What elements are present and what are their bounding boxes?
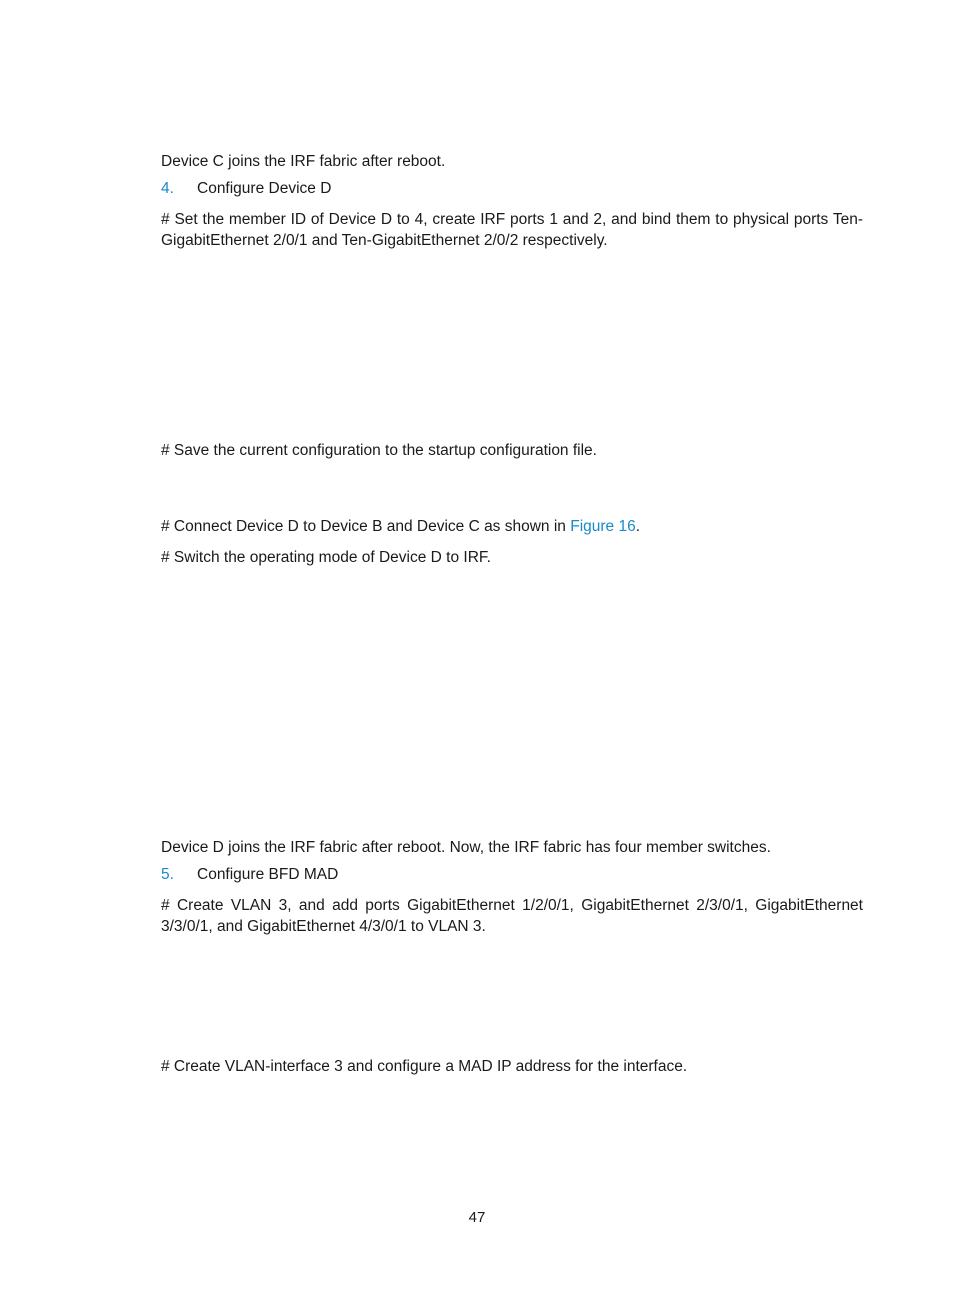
step-4-label: Configure Device D [197, 180, 332, 197]
paragraph-create-vlan3: # Create VLAN 3, and add ports GigabitEthernet 1/2/0/1, GigabitEthernet 2/3/0/1, GigabitEthernet 3/3/0/1, and GigabitEthernet 4/3/0/1 to VLAN 3. [161, 897, 863, 935]
page-number: 47 [468, 1209, 486, 1226]
figure-16-link[interactable]: Figure 16 [570, 518, 636, 535]
paragraph-set-member-id: # Set the member ID of Device D to 4, create IRF ports 1 and 2, and bind them to physical ports Ten-GigabitEthernet 2/0/1 and Ten-GigabitEthernet 2/0/2 respectively. [161, 211, 863, 249]
paragraph-switch-mode: # Switch the operating mode of Device D to IRF. [161, 549, 491, 566]
step-5 [161, 864, 338, 885]
paragraph-save-config: # Save the current configuration to the startup configuration file. [161, 442, 597, 459]
connect-text: # Connect Device D to Device B and Device C as shown in [161, 518, 571, 535]
step-5-label: Configure BFD MAD [197, 866, 339, 883]
paragraph-device-c-joins: Device C joins the IRF fabric after reboot. [161, 153, 446, 170]
connect-suffix: . [635, 518, 641, 535]
step-5-number: 5. [161, 866, 174, 883]
paragraph-connect-device-d [161, 516, 863, 537]
step-4-number: 4. [161, 180, 174, 197]
step-4 [161, 178, 331, 199]
paragraph-device-d-joins: Device D joins the IRF fabric after reboot. Now, the IRF fabric has four member switches. [161, 839, 771, 856]
paragraph-create-vlan-interface: # Create VLAN-interface 3 and configure a MAD IP address for the interface. [161, 1058, 688, 1075]
